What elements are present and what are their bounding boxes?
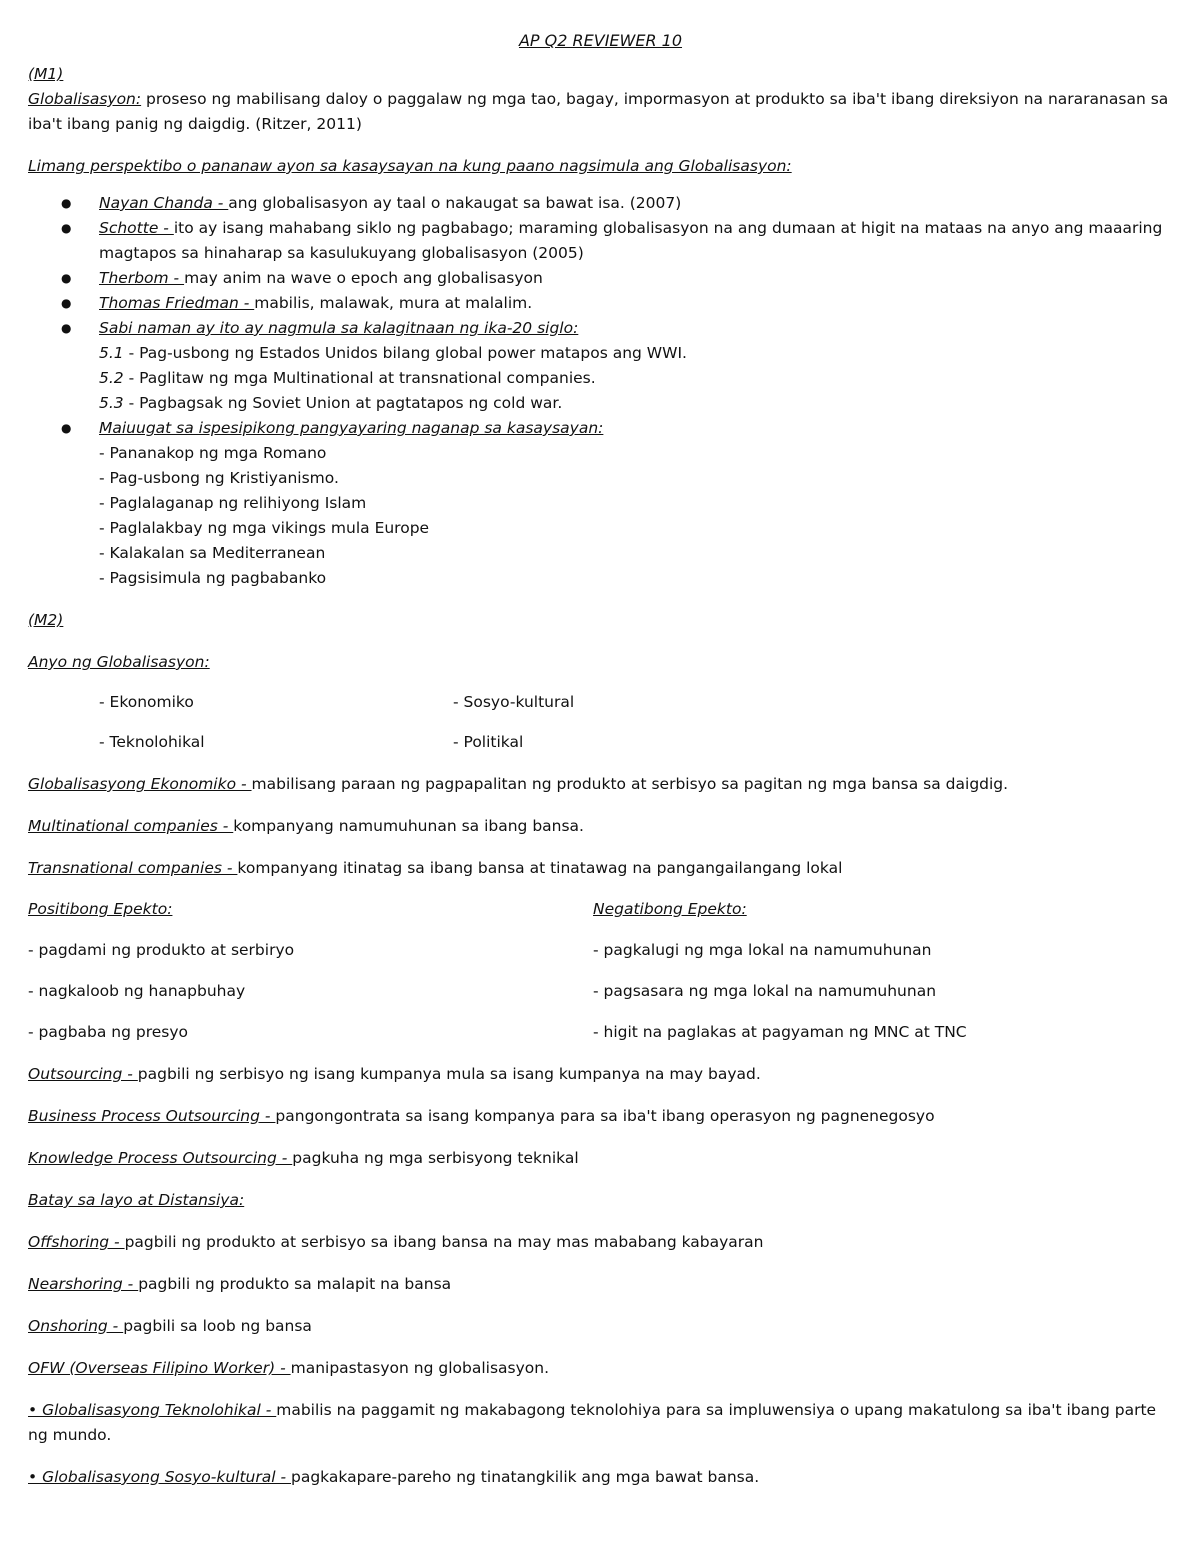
perspective-text: ito ay isang mahabang siklo ng pagbabago; maraming globalisasyon na ang dumaan at higit na mataas na anyo ang maaaring magtapos sa hinaharap sa kasulukuyang globalisasyon (2005) [99, 219, 1163, 262]
nearshoring-definition [28, 1272, 1173, 1297]
term: Knowledge Process Outsourcing - [28, 1149, 293, 1167]
offshoring-definition [28, 1230, 1173, 1255]
term: Multinational companies - [28, 817, 234, 835]
list-item [28, 316, 1173, 341]
anyo-item: - Teknolohikal [99, 733, 205, 751]
perspective-term: Therbom - [99, 269, 185, 287]
text: pangongontrata sa isang kompanya para sa iba't ibang operasyon ng pagnenegosyo [275, 1107, 935, 1125]
document-page [28, 28, 1173, 1490]
term: Globalisasyong Ekonomiko - [28, 775, 252, 793]
text: mabilisang paraan ng pagpapalitan ng produkto at serbisyo sa pagitan ng mga bansa sa daigdig. [251, 775, 1009, 793]
list-item: - Pananakop ng mga Romano [99, 444, 327, 462]
section-m1-heading: (M1) [28, 65, 64, 83]
term: Outsourcing - [28, 1065, 138, 1083]
siglo-sublist [28, 341, 1173, 416]
term: Transnational companies - [28, 859, 238, 877]
bpo-definition [28, 1104, 1173, 1129]
list-item [28, 291, 1173, 316]
list-item [28, 191, 1173, 216]
perspective-text: may anim na wave o epoch ang globalisasyon [184, 269, 543, 287]
positibo-item: - pagdami ng produkto at serbiryo [28, 941, 295, 959]
term: • Globalisasyong Teknolohikal - [28, 1401, 277, 1419]
term: OFW (Overseas Filipino Worker) - [28, 1359, 291, 1377]
ofw-definition [28, 1356, 1173, 1381]
transnational-definition [28, 856, 1173, 881]
list-item [28, 216, 1173, 266]
negatibo-item: - pagkalugi ng mga lokal na namumuhunan [593, 941, 932, 959]
item-number: 5.1 [99, 344, 124, 362]
item-text: - Pagbagsak ng Soviet Union at pagtatapos ng cold war. [123, 394, 563, 412]
ugat-heading: Maiuugat sa ispesipikong pangyayaring naganap sa kasaysayan: [99, 419, 604, 437]
perspective-term: Thomas Friedman - [99, 294, 255, 312]
list-item [28, 266, 1173, 291]
perspective-text: ang globalisasyon ay taal o nakaugat sa bawat isa. (2007) [228, 194, 682, 212]
globalisasyon-definition [28, 87, 1173, 137]
epekto-row [28, 979, 1173, 1004]
list-item: - Kalakalan sa Mediterranean [99, 544, 326, 562]
list-item [28, 416, 1173, 441]
term: Nearshoring - [28, 1275, 139, 1293]
section-m2-heading: (M2) [28, 611, 64, 629]
text: pagbili ng serbisyo ng isang kumpanya mula sa isang kumpanya na may bayad. [137, 1065, 761, 1083]
negatibo-item: - higit na paglakas at pagyaman ng MNC at TNC [593, 1023, 967, 1041]
anyo-item: - Ekonomiko [99, 693, 194, 711]
ekonomiko-definition [28, 772, 1173, 797]
list-item [99, 391, 1173, 416]
definition-text: proseso ng mabilisang daloy o paggalaw ng mga tao, bagay, impormasyon at produkto sa iba't ibang direksiyon na nararanasan sa iba't ibang panig ng daigdig. (Ritzer, 2011) [28, 90, 1169, 133]
document-title: AP Q2 REVIEWER 10 [518, 31, 683, 50]
onshoring-definition [28, 1314, 1173, 1339]
list-item: - Paglalakbay ng mga vikings mula Europe [99, 519, 430, 537]
perspectives-list [28, 191, 1173, 341]
list-item: - Pag-usbong ng Kristiyanismo. [99, 469, 339, 487]
text: manipastasyon ng globalisasyon. [290, 1359, 550, 1377]
batay-heading: Batay sa layo at Distansiya: [28, 1191, 245, 1209]
text: pagkuha ng mga serbisyong teknikal [292, 1149, 579, 1167]
list-item: - Paglalaganap ng relihiyong Islam [99, 494, 367, 512]
item-text: - Pag-usbong ng Estados Unidos bilang global power matapos ang WWI. [123, 344, 687, 362]
perspective-text: mabilis, malawak, mura at malalim. [254, 294, 533, 312]
text: kompanyang namumuhunan sa ibang bansa. [233, 817, 584, 835]
term: Business Process Outsourcing - [28, 1107, 276, 1125]
perspective-term: Nayan Chanda - [99, 194, 229, 212]
term: Offshoring - [28, 1233, 125, 1251]
list-item [99, 341, 1173, 366]
epekto-row [28, 938, 1173, 963]
list-item [99, 366, 1173, 391]
perspectives-heading: Limang perspektibo o pananaw ayon sa kasaysayan na kung paano nagsimula ang Globalisasyon: [28, 157, 792, 175]
positibo-item: - nagkaloob ng hanapbuhay [28, 982, 246, 1000]
text: pagbili ng produkto at serbisyo sa ibang bansa na may mas mababang kabayaran [124, 1233, 764, 1251]
anyo-row [28, 690, 1173, 715]
definition-term: Globalisasyon: [28, 90, 142, 108]
text: pagbili ng produkto sa malapit na bansa [138, 1275, 452, 1293]
text: mabilis na paggamit ng makabagong teknolohiya para sa impluwensiya o upang makatulong sa iba't ibang parte ng mundo. [28, 1401, 1157, 1444]
negatibo-item: - pagsasara ng mga lokal na namumuhunan [593, 982, 937, 1000]
item-text: - Paglitaw ng mga Multinational at transnational companies. [123, 369, 596, 387]
anyo-row [28, 730, 1173, 755]
ugat-sublist [28, 441, 1173, 591]
list-item: - Pagsisimula ng pagbabanko [99, 569, 327, 587]
positibo-item: - pagbaba ng presyo [28, 1023, 189, 1041]
anyo-item: - Politikal [453, 733, 524, 751]
teknolohikal-definition [28, 1398, 1173, 1448]
outsourcing-definition [28, 1062, 1173, 1087]
ugat-list [28, 416, 1173, 441]
negatibo-heading: Negatibong Epekto: [593, 900, 747, 918]
kpo-definition [28, 1146, 1173, 1171]
sosyo-kultural-definition [28, 1465, 1173, 1490]
item-number: 5.3 [99, 394, 124, 412]
term: • Globalisasyong Sosyo-kultural - [28, 1468, 291, 1486]
multinational-definition [28, 814, 1173, 839]
text: kompanyang itinatag sa ibang bansa at tinatawag na pangangailangang lokal [237, 859, 843, 877]
positibo-heading: Positibong Epekto: [28, 900, 173, 918]
text: pagbili sa loob ng bansa [123, 1317, 312, 1335]
item-number: 5.2 [99, 369, 124, 387]
text: pagkakapare-pareho ng tinatangkilik ang mga bawat bansa. [291, 1468, 760, 1486]
epekto-headings [28, 897, 1173, 922]
anyo-heading: Anyo ng Globalisasyon: [28, 653, 210, 671]
anyo-item: - Sosyo-kultural [453, 693, 575, 711]
term: Onshoring - [28, 1317, 124, 1335]
epekto-row [28, 1020, 1173, 1045]
perspective-term: Sabi naman ay ito ay nagmula sa kalagitnaan ng ika-20 siglo: [99, 319, 579, 337]
perspective-term: Schotte - [99, 219, 174, 237]
